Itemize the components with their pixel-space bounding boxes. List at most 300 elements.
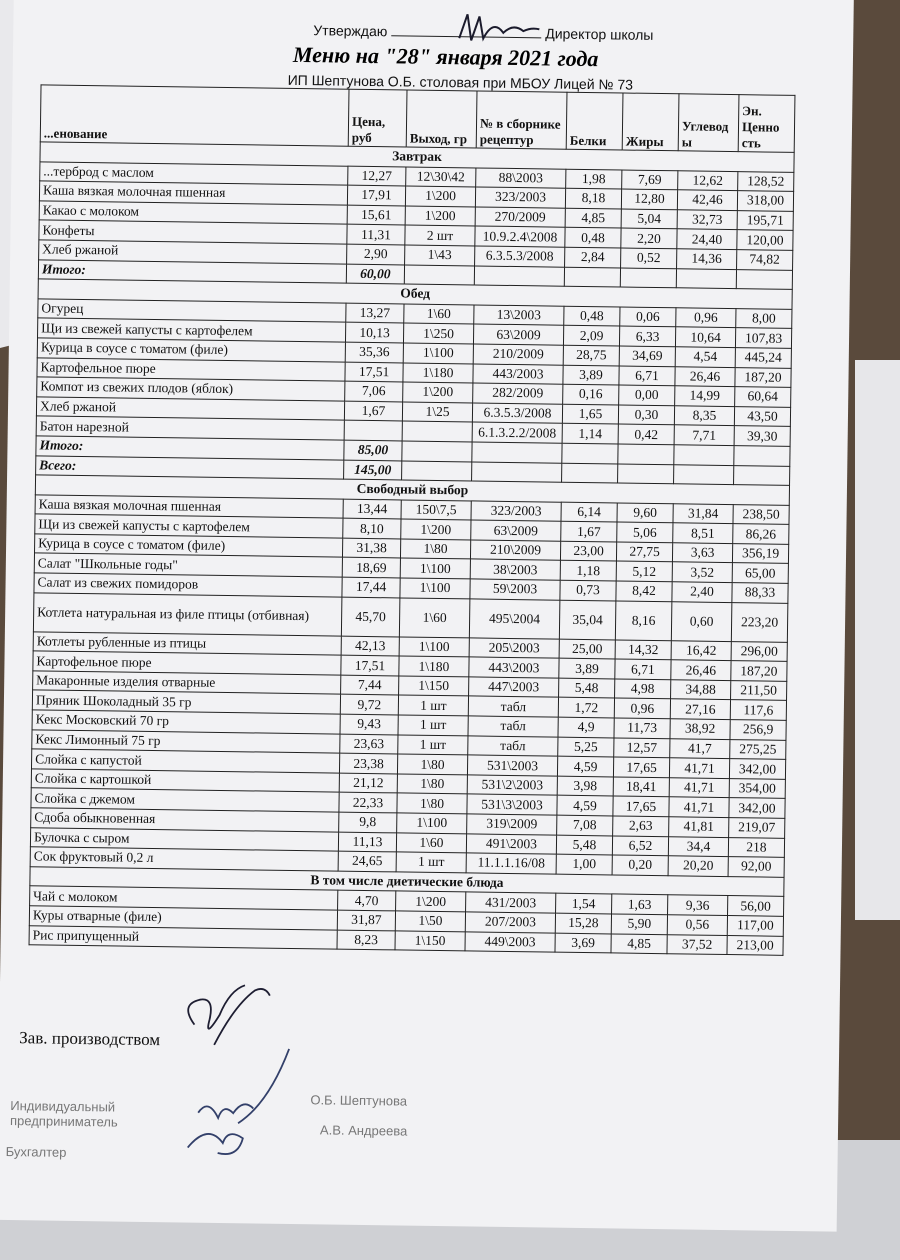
- item-energy: 213,00: [727, 935, 783, 955]
- director-signature: [453, 8, 544, 49]
- item-name: Щи из свежей капусты с картофелем: [38, 318, 346, 342]
- item-recipe: 531\2003: [467, 755, 557, 776]
- item-protein: 0,73: [560, 580, 616, 600]
- item-carbs: 14,36: [677, 249, 737, 269]
- item-recipe: 449\2003: [465, 931, 555, 952]
- item-protein: 28,75: [563, 345, 619, 365]
- item-recipe: 270/2009: [475, 207, 565, 228]
- item-protein: 25,00: [559, 639, 615, 659]
- col-protein: Белки: [566, 92, 623, 150]
- item-carbs: 31,84: [673, 503, 733, 523]
- item-fat: 17,65: [613, 757, 669, 777]
- item-energy: 195,71: [737, 210, 793, 230]
- entrepreneur-signature: [168, 1042, 320, 1164]
- empty-cell: [402, 441, 472, 462]
- table-body: [29, 142, 794, 956]
- item-name: Картофельное пюре: [37, 357, 345, 381]
- item-carbs: 41,71: [669, 778, 729, 798]
- item-energy: 342,00: [729, 798, 785, 818]
- item-name: Слойка с джемом: [31, 788, 339, 812]
- item-recipe: 59\2003: [470, 579, 560, 600]
- item-fat: 11,73: [614, 718, 670, 738]
- item-name: Макаронные изделия отварные: [33, 671, 341, 695]
- item-name: Огурец: [38, 299, 346, 323]
- item-fat: 12,57: [614, 738, 670, 758]
- item-fat: 4,85: [611, 933, 667, 953]
- item-energy: 238,50: [733, 504, 789, 524]
- item-recipe: 6.1.3.2.2/2008: [472, 422, 562, 443]
- empty-cell: [674, 445, 734, 465]
- item-carbs: 2,40: [672, 582, 732, 602]
- item-carbs: 34,4: [668, 836, 728, 856]
- item-name: Кекс Лимонный 75 гр: [32, 729, 340, 753]
- item-protein: 1,65: [562, 404, 618, 424]
- item-recipe: 210\2009: [470, 540, 560, 561]
- item-protein: 5,48: [559, 678, 615, 698]
- item-recipe: 6.3.5.3/2008: [472, 403, 562, 424]
- col-energy: Эн. Ценно сть: [738, 95, 795, 153]
- entrepreneur-label: Индивидуальный предприниматель: [9, 1098, 118, 1130]
- item-recipe: 531\2\2003: [467, 775, 557, 796]
- item-carbs: 0,60: [671, 601, 732, 641]
- item-fat: 6,71: [615, 659, 671, 679]
- item-fat: 17,65: [613, 796, 669, 816]
- empty-cell: [676, 268, 736, 288]
- table-header: [40, 85, 795, 153]
- item-yield: 1\80: [397, 754, 467, 775]
- item-name: Салат из свежих помидоров: [34, 573, 342, 597]
- empty-cell: [736, 269, 792, 289]
- item-carbs: 12,62: [678, 170, 738, 190]
- manager-label: Зав. производством: [19, 1028, 161, 1050]
- item-name: Кекс Московский 70 гр: [32, 710, 340, 734]
- item-price: 9,8: [339, 812, 397, 832]
- empty-cell: [402, 460, 472, 481]
- item-fat: 6,52: [612, 836, 668, 856]
- empty-cell: [618, 463, 674, 483]
- item-price: 21,12: [339, 773, 397, 793]
- item-price: 2,90: [347, 244, 405, 264]
- item-energy: 128,52: [738, 171, 794, 191]
- empty-cell: [618, 444, 674, 464]
- item-price: 12,27: [348, 166, 406, 186]
- item-price: 22,33: [339, 793, 397, 813]
- item-price: 24,65: [338, 851, 396, 871]
- item-name: Каша вязкая молочная пшенная: [35, 495, 343, 519]
- item-name: Щи из свежей капусты с картофелем: [35, 514, 343, 538]
- item-name: Курица в соусе с томатом (филе): [34, 534, 342, 558]
- item-fat: 8,42: [616, 581, 672, 601]
- item-name: Батон нарезной: [36, 416, 344, 440]
- item-name: Котлета натуральная из филе птицы (отбивная): [33, 592, 342, 635]
- item-carbs: 26,46: [671, 660, 731, 680]
- item-energy: 120,00: [737, 230, 793, 250]
- item-energy: 60,64: [735, 387, 791, 407]
- item-carbs: 41,81: [669, 817, 729, 837]
- item-fat: 0,42: [618, 424, 674, 444]
- item-yield: 1\200: [405, 206, 475, 227]
- item-carbs: 32,73: [677, 210, 737, 230]
- item-name: Слойка с картошкой: [31, 769, 339, 793]
- item-energy: 65,00: [732, 563, 788, 583]
- item-price: 8,23: [337, 930, 395, 950]
- item-recipe: 10.9.2.4\2008: [475, 226, 565, 247]
- item-carbs: 20,20: [668, 856, 728, 876]
- item-carbs: 9,36: [668, 895, 728, 915]
- item-fat: 9,60: [617, 503, 673, 523]
- item-yield: 1\100: [397, 813, 467, 834]
- item-yield: 1\180: [403, 363, 473, 384]
- item-energy: 223,20: [731, 602, 788, 642]
- item-name: Картофельное пюре: [33, 651, 341, 675]
- item-yield: 1\100: [399, 637, 469, 658]
- item-recipe: 443\2003: [469, 657, 559, 678]
- item-yield: 1\200: [401, 519, 471, 540]
- section-title: Завтрак: [40, 142, 794, 172]
- item-name: Курица в соусе с томатом (филе): [37, 338, 345, 362]
- item-yield: 1\100: [400, 558, 470, 579]
- item-recipe: 210/2009: [473, 344, 563, 365]
- item-energy: 39,30: [734, 426, 790, 446]
- item-yield: 1\100: [403, 343, 473, 364]
- item-recipe: 495\2004: [469, 599, 560, 639]
- item-carbs: 3,52: [672, 562, 732, 582]
- item-protein: 1,00: [556, 854, 612, 874]
- item-fat: 34,69: [619, 346, 675, 366]
- accountant-label: Бухгалтер: [5, 1143, 67, 1160]
- item-fat: 0,96: [614, 698, 670, 718]
- item-protein: 3,98: [557, 776, 613, 796]
- item-fat: 4,98: [615, 679, 671, 699]
- item-price: 7,44: [341, 675, 399, 695]
- item-fat: 0,20: [612, 855, 668, 875]
- item-protein: 3,89: [559, 658, 615, 678]
- item-energy: 187,20: [735, 367, 791, 387]
- item-protein: 3,69: [555, 933, 611, 953]
- item-protein: 15,28: [555, 913, 611, 933]
- empty-cell: [564, 267, 620, 287]
- item-carbs: 4,54: [675, 347, 735, 367]
- item-name: Рис припущенный: [29, 925, 337, 949]
- empty-cell: [620, 268, 676, 288]
- item-name: Каша вязкая молочная пшенная: [39, 181, 347, 205]
- item-name: Куры отварные (филе): [29, 906, 337, 930]
- item-recipe: табл: [468, 716, 558, 737]
- col-name: ...енование: [40, 85, 349, 146]
- item-energy: 296,00: [731, 641, 787, 661]
- item-price: 8,10: [343, 518, 401, 538]
- item-price: 13,44: [343, 499, 401, 519]
- item-protein: 4,85: [565, 208, 621, 228]
- item-fat: 2,20: [621, 228, 677, 248]
- item-yield: 150\7,5: [401, 500, 471, 521]
- item-fat: 12,80: [621, 189, 677, 209]
- item-yield: 2 шт: [405, 225, 475, 246]
- item-price: 17,51: [345, 362, 403, 382]
- item-recipe: 205\2003: [469, 638, 559, 659]
- item-recipe: 323/2003: [475, 187, 565, 208]
- item-energy: 219,07: [729, 818, 785, 838]
- item-price: 9,72: [340, 695, 398, 715]
- item-protein: 1,67: [561, 521, 617, 541]
- item-energy: 318,00: [737, 191, 793, 211]
- menu-title: Меню на "28" января 2021 года: [292, 41, 599, 72]
- item-name: Пряник Шоколадный 35 гр: [32, 690, 340, 714]
- item-price: 45,70: [341, 597, 400, 637]
- menu-table: [29, 84, 796, 956]
- item-carbs: 7,71: [674, 425, 734, 445]
- item-recipe: 207/2003: [465, 912, 555, 933]
- item-fat: 14,32: [615, 640, 671, 660]
- item-yield: [402, 421, 472, 442]
- item-recipe: 282/2009: [473, 383, 563, 404]
- item-fat: 5,06: [617, 522, 673, 542]
- item-yield: 1\80: [400, 539, 470, 560]
- background-paper-right: [855, 360, 900, 920]
- item-energy: 8,00: [736, 308, 792, 328]
- item-carbs: 41,71: [669, 758, 729, 778]
- item-price: 17,51: [341, 655, 399, 675]
- item-protein: 3,89: [563, 365, 619, 385]
- item-carbs: 8,51: [673, 523, 733, 543]
- item-yield: 1\250: [403, 323, 473, 344]
- item-energy: 275,25: [730, 739, 786, 759]
- item-yield: 1\200: [405, 186, 475, 207]
- item-protein: 0,16: [563, 384, 619, 404]
- item-name: Какао с молоком: [39, 201, 347, 225]
- item-name: Салат "Школьные годы": [34, 553, 342, 577]
- item-price: 18,69: [342, 558, 400, 578]
- item-yield: 1\100: [400, 578, 470, 599]
- col-price: Цена, руб: [348, 89, 407, 147]
- item-energy: 211,50: [731, 680, 787, 700]
- item-yield: 1\43: [405, 245, 475, 266]
- item-price: 17,91: [347, 185, 405, 205]
- item-protein: 8,18: [565, 188, 621, 208]
- item-protein: 35,04: [559, 600, 616, 640]
- item-yield: 1\60: [399, 598, 470, 638]
- item-yield: 1\80: [397, 774, 467, 795]
- item-energy: 117,6: [730, 700, 786, 720]
- item-price: 13,27: [346, 303, 404, 323]
- item-energy: 107,83: [735, 328, 791, 348]
- item-fat: 6,71: [619, 366, 675, 386]
- empty-cell: [734, 465, 790, 485]
- col-recipe: № в сборнике рецептур: [476, 91, 567, 149]
- item-price: 42,13: [341, 636, 399, 656]
- col-carbs: Углевод ы: [678, 94, 739, 152]
- item-yield: 1 шт: [398, 715, 468, 736]
- section-title: Свободный выбор: [35, 475, 789, 505]
- item-energy: 342,00: [729, 759, 785, 779]
- item-carbs: 34,88: [671, 680, 731, 700]
- item-energy: 354,00: [729, 778, 785, 798]
- item-price: 10,13: [345, 323, 403, 343]
- item-protein: 1,18: [560, 561, 616, 581]
- item-fat: 0,30: [618, 405, 674, 425]
- item-yield: 1\200: [396, 891, 466, 912]
- item-carbs: 10,64: [675, 327, 735, 347]
- item-protein: 1,98: [566, 169, 622, 189]
- item-carbs: 26,46: [675, 366, 735, 386]
- item-carbs: 16,42: [671, 640, 731, 660]
- item-carbs: 0,56: [667, 915, 727, 935]
- item-protein: 1,14: [562, 424, 618, 444]
- menu-subtitle: ИП Шептунова О.Б. столовая при МБОУ Лицей № 73: [287, 71, 634, 93]
- item-fat: 6,33: [619, 326, 675, 346]
- item-carbs: 3,63: [672, 543, 732, 563]
- item-recipe: табл: [468, 696, 558, 717]
- item-price: 4,70: [338, 890, 396, 910]
- item-protein: 1,54: [556, 894, 612, 914]
- item-price: 23,63: [340, 734, 398, 754]
- item-energy: 86,26: [733, 524, 789, 544]
- item-energy: 74,82: [737, 250, 793, 270]
- item-energy: 256,9: [730, 720, 786, 740]
- item-recipe: 447\2003: [469, 677, 559, 698]
- item-price: 1,67: [344, 401, 402, 421]
- total-label: Итого:: [38, 259, 346, 283]
- item-price: 23,38: [339, 753, 397, 773]
- item-name: Компот из свежих плодов (яблок): [37, 377, 345, 401]
- director-label: Директор школы: [545, 25, 654, 43]
- empty-cell: [562, 443, 618, 463]
- item-name: ...терброд с маслом: [40, 161, 348, 185]
- item-carbs: 41,7: [670, 738, 730, 758]
- item-yield: 1\80: [397, 793, 467, 814]
- item-recipe: 13\2003: [474, 305, 564, 326]
- item-yield: 1\50: [395, 911, 465, 932]
- total-label: Итого:: [36, 436, 344, 460]
- item-carbs: 24,40: [677, 229, 737, 249]
- item-carbs: 0,96: [676, 308, 736, 328]
- item-protein: 7,08: [557, 815, 613, 835]
- col-yield: Выход, гр: [406, 90, 477, 148]
- total-label: Всего:: [36, 455, 344, 479]
- item-recipe: 319\2009: [467, 814, 557, 835]
- item-carbs: 41,71: [669, 797, 729, 817]
- item-protein: 2,84: [565, 247, 621, 267]
- item-fat: 0,06: [620, 307, 676, 327]
- item-recipe: 63\2009: [473, 324, 563, 345]
- item-name: Хлеб ржаной: [39, 240, 347, 264]
- item-protein: 4,9: [558, 717, 614, 737]
- approve-label: Утверждаю: [313, 22, 388, 40]
- item-fat: 5,04: [621, 209, 677, 229]
- item-price: 7,06: [345, 381, 403, 401]
- item-protein: 1,72: [558, 698, 614, 718]
- item-name: Конфеты: [39, 220, 347, 244]
- item-yield: 1 шт: [398, 735, 468, 756]
- item-fat: 8,16: [615, 601, 672, 641]
- item-carbs: 27,16: [670, 699, 730, 719]
- item-yield: 1 шт: [398, 695, 468, 716]
- total-value: 145,00: [344, 460, 402, 480]
- item-recipe: 88\2003: [476, 168, 566, 189]
- item-recipe: 491\2003: [466, 833, 556, 854]
- item-protein: 6,14: [561, 502, 617, 522]
- item-fat: 5,12: [616, 561, 672, 581]
- item-price: 31,87: [337, 910, 395, 930]
- item-price: [344, 420, 402, 440]
- empty-cell: [674, 464, 734, 484]
- item-energy: 445,24: [735, 348, 791, 368]
- empty-cell: [474, 266, 564, 287]
- item-energy: 187,20: [731, 661, 787, 681]
- item-protein: 4,59: [557, 756, 613, 776]
- item-recipe: 323/2003: [471, 501, 561, 522]
- item-energy: 92,00: [728, 857, 784, 877]
- item-recipe: 6.3.5.3/2008: [475, 246, 565, 267]
- total-value: 60,00: [346, 264, 404, 284]
- item-fat: 0,00: [619, 385, 675, 405]
- item-price: 11,13: [338, 832, 396, 852]
- section-title: Обед: [38, 279, 792, 309]
- item-yield: 1\150: [399, 676, 469, 697]
- col-fat: Жиры: [622, 93, 679, 151]
- item-recipe: 63\2009: [471, 520, 561, 541]
- item-name: Хлеб ржаной: [36, 397, 344, 421]
- item-yield: 1\25: [402, 402, 472, 423]
- item-price: 15,61: [347, 205, 405, 225]
- item-recipe: 443/2003: [473, 363, 563, 384]
- item-fat: 5,90: [611, 914, 667, 934]
- empty-cell: [734, 446, 790, 466]
- section-title: В том числе диетические блюда: [30, 867, 784, 897]
- item-carbs: 37,52: [667, 934, 727, 954]
- item-energy: 56,00: [728, 896, 784, 916]
- name-andreeva: А.В. Андреева: [319, 1122, 408, 1139]
- item-recipe: 38\2003: [470, 559, 560, 580]
- item-price: 11,31: [347, 225, 405, 245]
- item-name: Сок фруктовый 0,2 л: [30, 847, 338, 871]
- item-yield: 1\180: [399, 656, 469, 677]
- item-fat: 2,63: [613, 816, 669, 836]
- item-yield: 1 шт: [396, 852, 466, 873]
- item-carbs: 38,92: [670, 719, 730, 739]
- item-protein: 23,00: [560, 541, 616, 561]
- name-sheptunova: О.Б. Шептунова: [310, 1092, 408, 1109]
- item-yield: 1\150: [395, 930, 465, 951]
- item-recipe: табл: [468, 736, 558, 757]
- item-yield: 1\60: [404, 304, 474, 325]
- item-protein: 2,09: [563, 326, 619, 346]
- item-protein: 5,25: [558, 737, 614, 757]
- item-recipe: 11.1.1.16/08: [466, 853, 556, 874]
- item-protein: 0,48: [564, 306, 620, 326]
- item-fat: 18,41: [613, 777, 669, 797]
- item-name: Чай с молоком: [30, 886, 338, 910]
- item-recipe: 531\3\2003: [467, 794, 557, 815]
- item-name: Сдоба обыкновенная: [31, 808, 339, 832]
- item-name: Котлеты рубленные из птицы: [33, 631, 341, 655]
- item-fat: 27,75: [616, 542, 672, 562]
- item-protein: 4,59: [557, 796, 613, 816]
- item-energy: 218: [728, 837, 784, 857]
- item-carbs: 8,35: [674, 405, 734, 425]
- item-energy: 117,00: [727, 916, 783, 936]
- item-price: 9,43: [340, 714, 398, 734]
- item-carbs: 42,46: [677, 190, 737, 210]
- item-energy: 88,33: [732, 583, 788, 603]
- item-carbs: 14,99: [675, 386, 735, 406]
- item-recipe: 431/2003: [466, 892, 556, 913]
- item-yield: 1\60: [396, 833, 466, 854]
- item-name: Слойка с капустой: [31, 749, 339, 773]
- item-energy: 356,19: [732, 543, 788, 563]
- empty-cell: [472, 461, 562, 482]
- item-fat: 1,63: [612, 894, 668, 914]
